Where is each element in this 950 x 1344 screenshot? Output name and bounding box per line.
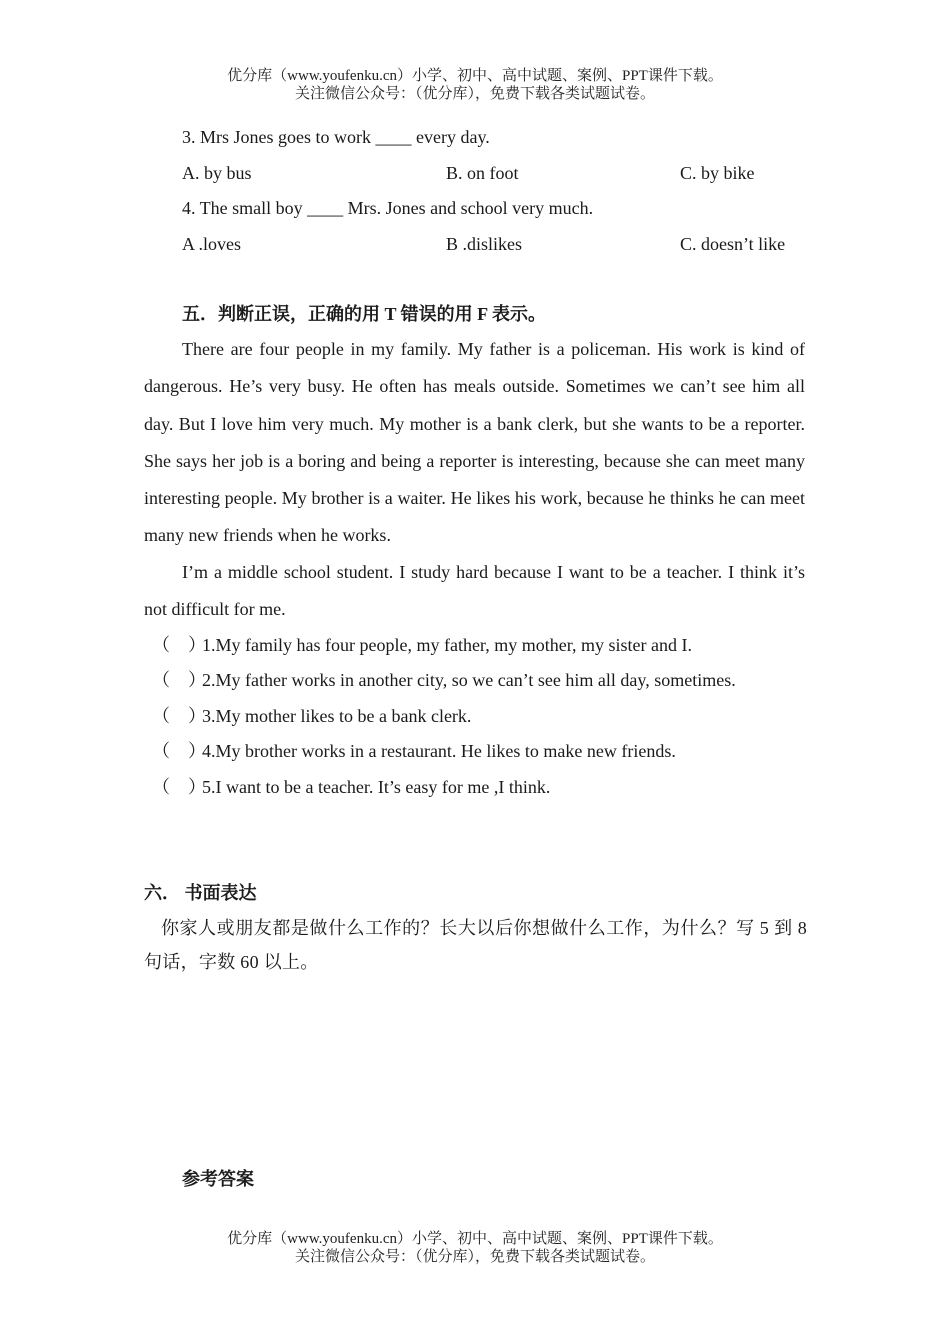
- tf-item-text: 5.I want to be a teacher. It’s easy for me ,I think.: [202, 777, 551, 797]
- page-footer: [0, 1230, 950, 1266]
- section-5-title: 五．判断正误，正确的用 T 错误的用 F 表示。: [182, 304, 547, 324]
- passage-paragraph-2: I’m a middle school student. I study hard because I want to be a teacher. I think it’s not difficult for me.: [144, 562, 805, 620]
- header-line-1: 优分库（www.youfenku.cn）小学、初中、高中试题、案例、PPT课件下载。: [227, 68, 723, 84]
- answers-title: 参考答案: [182, 1169, 254, 1189]
- tf-item-3: [152, 705, 471, 727]
- tf-item-text: 2.My father works in another city, so we can’t see him all day, sometimes.: [202, 670, 736, 690]
- question-4-option-c: C. doesn’t like: [680, 234, 786, 254]
- writing-prompt: 你家人或朋友都是做什么工作的？长大以后你想做什么工作，为什么？写 5 到 8 句话，字数 60 以上。: [144, 918, 807, 972]
- tf-item-1: [152, 634, 692, 656]
- header-line-2: 关注微信公众号：（优分库），免费下载各类试题试卷。: [294, 86, 655, 102]
- question-3-stem: 3. Mrs Jones goes to work ____ every day.: [182, 127, 490, 147]
- question-3-option-b: B. on foot: [446, 163, 519, 183]
- tf-item-5: [152, 776, 550, 798]
- answer-blank[interactable]: （ ）: [152, 706, 206, 726]
- tf-item-text: 3.My mother likes to be a bank clerk.: [202, 706, 472, 726]
- footer-line-2: 关注微信公众号：（优分库），免费下载各类试题试卷。: [294, 1249, 655, 1265]
- page-header: [0, 67, 950, 103]
- tf-item-2: [152, 669, 736, 691]
- answer-blank[interactable]: （ ）: [152, 635, 206, 655]
- question-4-option-b: B .dislikes: [446, 234, 523, 254]
- footer-line-1: 优分库（www.youfenku.cn）小学、初中、高中试题、案例、PPT课件下载。: [227, 1231, 723, 1247]
- answer-blank[interactable]: （ ）: [152, 670, 206, 690]
- question-4-option-a: A .loves: [182, 234, 242, 254]
- question-3-option-c: C. by bike: [680, 163, 755, 183]
- question-3-option-a: A. by bus: [182, 163, 252, 183]
- tf-item-text: 4.My brother works in a restaurant. He likes to make new friends.: [202, 741, 676, 761]
- question-4-stem: 4. The small boy ____ Mrs. Jones and school very much.: [182, 198, 594, 218]
- answer-blank[interactable]: （ ）: [152, 777, 206, 797]
- tf-item-text: 1.My family has four people, my father, my mother, my sister and I.: [202, 635, 692, 655]
- answer-blank[interactable]: （ ）: [152, 741, 206, 761]
- passage-paragraph-1: There are four people in my family. My father is a policeman. His work is kind of dangerous. He’s very busy. He often has meals outside. Sometimes we can’t see him all day. But I love him very much. My mother is a bank clerk, but she wants to be a reporter. She says her job is a boring and being a reporter is interesting, because she can meet many interesting people. My brother is a waiter. He likes his work, because he thinks he can meet many new friends when he works.: [144, 339, 805, 546]
- tf-item-4: [152, 740, 676, 762]
- section-6-title: 六． 书面表达: [144, 883, 257, 903]
